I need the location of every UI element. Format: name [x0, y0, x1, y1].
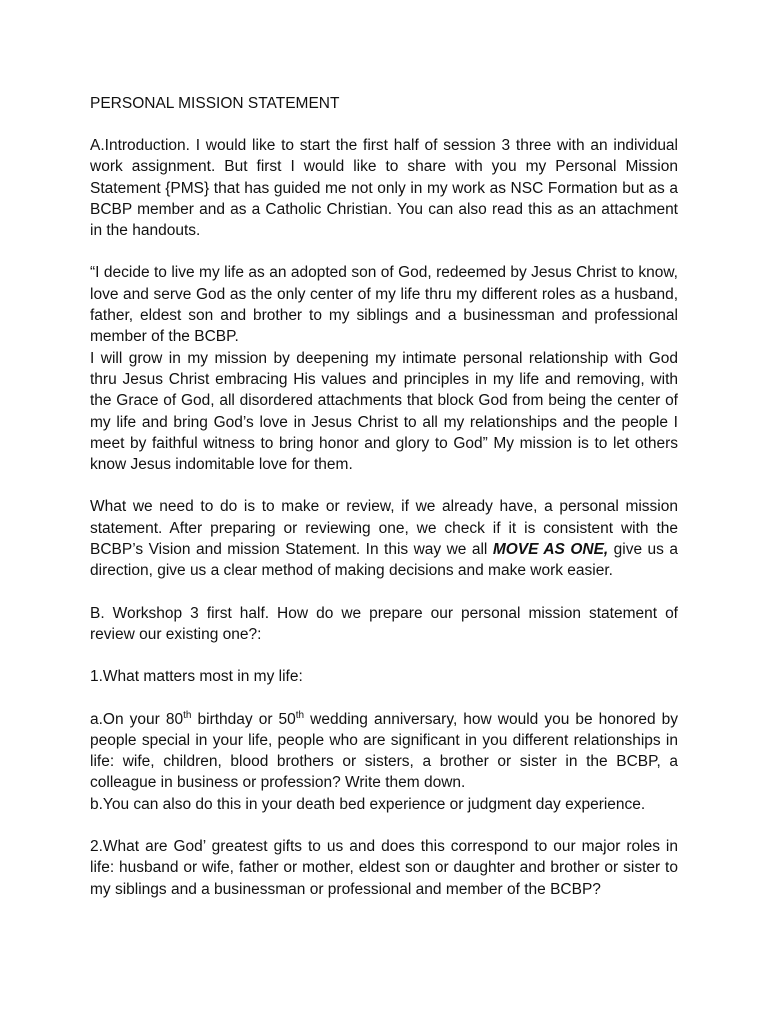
intro-paragraph: A.Introduction. I would like to start the first half of session 3 three with an individual work assignment. But first I would like to share with you my Personal Mission Statement {PMS} that has guided me not only in my work as NSC Formation but as a BCBP member and as a Catholic Christian. You can also read this as an attachment in the handouts. — [90, 137, 678, 240]
q1a-text-2: birthday or 50 — [191, 710, 296, 728]
need-paragraph — [90, 496, 678, 581]
question-1: 1.What matters most in my life: — [90, 668, 303, 686]
move-as-one-emphasis: MOVE AS ONE, — [492, 541, 609, 559]
q1a-superscript-1: th — [183, 709, 192, 721]
page-title: PERSONAL MISSION STATEMENT — [90, 95, 340, 112]
q1a-text-3: wedding anniversary, how would you be honored by people special in your life, people who are significant in you different relationships in life: wife, children, blood brothers or sisters, a brother or sister in the BCBP, a colleague in business or profession? Write them down. — [90, 710, 678, 792]
need-text-after: give us a direction, give us a clear method of making decisions and make work easier. — [90, 541, 678, 580]
question-2: 2.What are God’ greatest gifts to us and does this correspond to our major roles in life: husband or wife, father or mother, eldest son or daughter and brother or sister to my siblings and a businessman or professional and member of the BCBP? — [90, 838, 678, 898]
question-1a — [90, 709, 678, 794]
workshop-paragraph: B. Workshop 3 first half. How do we prepare our personal mission statement of review our existing one?: — [90, 604, 678, 643]
q1a-text-1: a.On your 80 — [90, 710, 184, 728]
mission-quote-paragraph-1: “I decide to live my life as an adopted son of God, redeemed by Jesus Christ to know, love and serve God as the only center of my life thru my different roles as a husband, father, eldest son and brother to my siblings and a businessman and professional member of the BCBP. — [90, 264, 678, 346]
need-text-before: What we need to do is to make or review, if we already have, a personal mission statement. After preparing or reviewing one, we check if it is consistent with the BCBP’s Vision and mission Statement. In this way we all — [90, 498, 678, 559]
q1a-superscript-2: th — [295, 709, 305, 721]
mission-quote-paragraph-2: I will grow in my mission by deepening my intimate personal relationship with God thru Jesus Christ embracing His values and principles in my life and removing, with the Grace of God, all disordered attachments that block God from being the center of my life and bring God’s love in Jesus Christ to all my relationships and the people I meet by faithful witness to bring honor and glory to God” My mission is to let others know Jesus indomitable love for them. — [90, 349, 678, 474]
question-1b: b.You can also do this in your death bed experience or judgment day experience. — [90, 795, 646, 813]
